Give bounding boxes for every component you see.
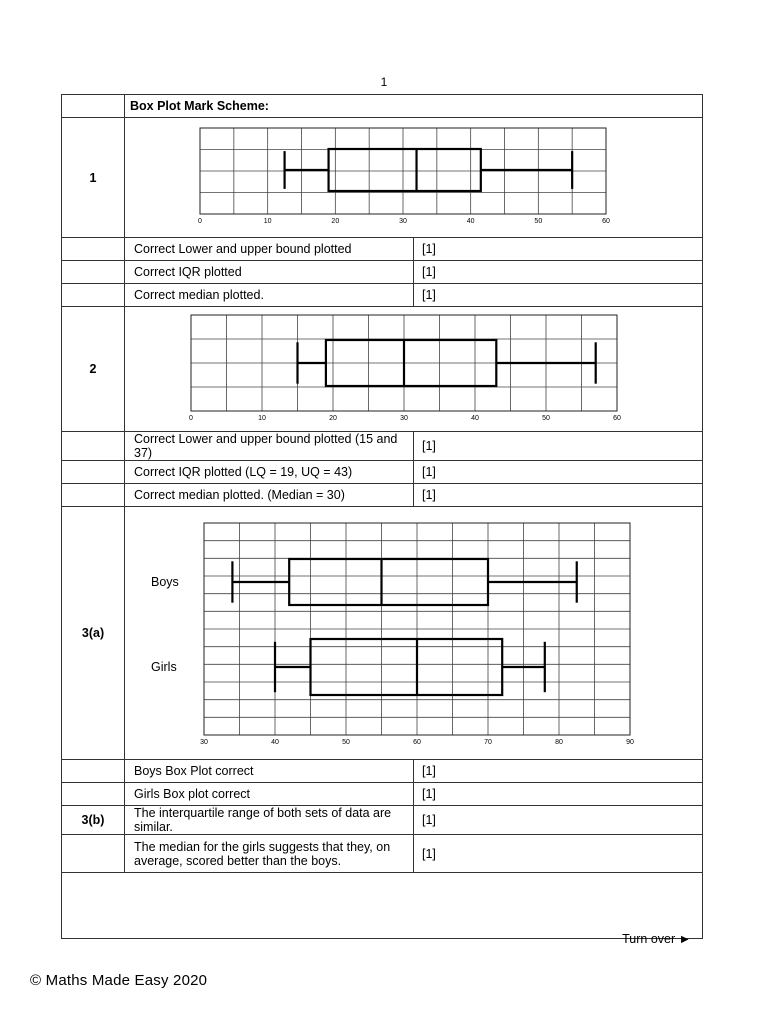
series-label: Girls [151, 660, 177, 674]
mark-value: [1] [414, 284, 703, 307]
iqr-box [329, 149, 481, 191]
mark-value: [1] [414, 760, 703, 783]
tick-label: 60 [602, 218, 610, 225]
tick-label: 10 [258, 415, 266, 422]
mark-scheme-table [61, 94, 703, 939]
mark-value: [1] [414, 835, 703, 873]
blank-row [62, 873, 703, 939]
mark-row [62, 238, 703, 261]
tick-label: 90 [626, 739, 634, 746]
mark-value: [1] [414, 238, 703, 261]
tick-label: 40 [466, 218, 475, 225]
page-number: 1 [380, 75, 388, 89]
question-label: 3(a) [62, 507, 125, 760]
mark-row [62, 835, 703, 873]
tick-label: 30 [400, 415, 408, 422]
tick-label: 30 [200, 739, 208, 746]
tick-label: 70 [484, 739, 492, 746]
mark-row [62, 806, 703, 835]
question-1-plot-row [62, 118, 703, 238]
mark-value: [1] [414, 461, 703, 484]
tick-label: 30 [399, 218, 407, 225]
tick-label: 50 [342, 739, 350, 746]
mark-value: [1] [414, 484, 703, 507]
box-plot-2 [125, 307, 704, 431]
question-label: 3(b) [62, 806, 125, 835]
mark-criterion: The median for the girls suggests that they, on average, scored better than the boys. [125, 835, 414, 873]
tick-label: 80 [555, 739, 563, 746]
mark-value: [1] [414, 432, 703, 461]
mark-row [62, 760, 703, 783]
copyright: © Maths Made Easy 2020 [30, 972, 208, 989]
header-blank-cell [62, 95, 125, 118]
mark-row [62, 783, 703, 806]
tick-label: 20 [329, 415, 337, 422]
question-label: 1 [62, 118, 125, 238]
tick-label: 10 [263, 218, 272, 225]
mark-criterion: Correct IQR plotted (LQ = 19, UQ = 43) [125, 461, 414, 484]
iqr-box [289, 559, 488, 605]
tick-label: 0 [189, 415, 193, 422]
mark-criterion: Correct median plotted. (Median = 30) [125, 484, 414, 507]
mark-value: [1] [414, 806, 703, 835]
plot-cell [125, 118, 703, 238]
box-plot-1 [125, 118, 704, 237]
mark-criterion: Correct IQR plotted [125, 261, 414, 284]
tick-label: 0 [198, 218, 202, 225]
mark-criterion: Correct median plotted. [125, 284, 414, 307]
mark-row [62, 461, 703, 484]
box-plot-3 [125, 507, 704, 759]
question-3a-plot-row [62, 507, 703, 760]
iqr-box [311, 639, 503, 695]
plot-cell [125, 507, 703, 760]
mark-value: [1] [414, 783, 703, 806]
question-label: 2 [62, 307, 125, 432]
mark-scheme-title: Box Plot Mark Scheme: [125, 95, 703, 118]
mark-row [62, 261, 703, 284]
mark-row [62, 284, 703, 307]
mark-criterion: Boys Box Plot correct [125, 760, 414, 783]
tick-label: 40 [471, 415, 479, 422]
mark-row [62, 432, 703, 461]
tick-label: 60 [413, 739, 421, 746]
mark-criterion: Correct Lower and upper bound plotted (15 and 37) [125, 432, 414, 461]
tick-label: 60 [613, 415, 621, 422]
tick-label: 50 [542, 415, 550, 422]
mark-criterion: The interquartile range of both sets of data are similar. [125, 806, 414, 835]
turn-over-label: Turn over ► [622, 932, 691, 946]
mark-criterion: Correct Lower and upper bound plotted [125, 238, 414, 261]
question-2-plot-row [62, 307, 703, 432]
mark-value: [1] [414, 261, 703, 284]
tick-label: 50 [534, 218, 543, 225]
mark-criterion: Girls Box plot correct [125, 783, 414, 806]
mark-row [62, 484, 703, 507]
header-row [62, 95, 703, 118]
plot-cell [125, 307, 703, 432]
tick-label: 20 [331, 218, 340, 225]
tick-label: 40 [271, 739, 279, 746]
series-label: Boys [151, 575, 179, 589]
